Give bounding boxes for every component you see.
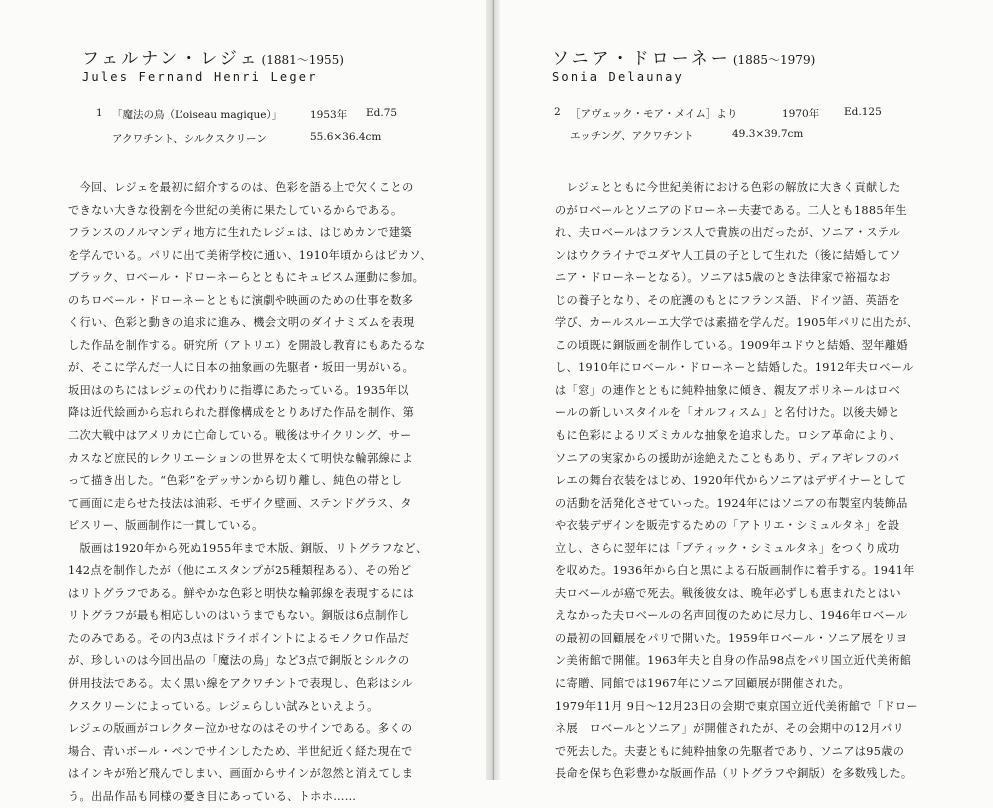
body-line: 142点を制作したが（他にエスタンプが25種類程ある）、その殆ど: [68, 564, 412, 578]
work-edition: Ed.75: [366, 107, 398, 119]
body-line: に寄贈、同館では1967年にソニア回顧展が開催された。: [555, 677, 851, 691]
left-page: [0, 0, 486, 803]
body-line: の活動を活発化させていった。1924年にはソニアの布製室内装飾品: [555, 496, 908, 510]
artist-name-roman: Jules Fernand Henri Leger: [82, 70, 318, 84]
body-line: を収めた。1936年から白と黒による石版画制作に着手する。1941年: [555, 564, 915, 578]
body-line: レエの舞台衣装をはじめ、1920年代からソニアはデザイナーとして: [555, 474, 907, 488]
body-line: ニア・ドローネーとなる）。ソニアは5歳のとき法律家で裕福なお: [555, 271, 891, 285]
body-line: えなかった夫ロベールの名声回復のために尽力し、1946年ロベール: [555, 609, 908, 623]
body-text: [555, 177, 918, 786]
body-line: もに色彩によるリズミカルな抽象を追求した。ロシア革命により、: [555, 429, 901, 443]
body-line: ールの新しいスタイルを「オルフィスム」と名付けた。以後夫婦と: [555, 406, 900, 420]
body-line: ン美術館で開催。1963年夫と自身の作品98点をパリ国立近代美術館: [555, 654, 912, 668]
body-line: 立し、さらに翌年には「ブティック・シミュルタネ」をつくり成功: [555, 541, 900, 555]
body-line: 版画は1920年から死ぬ1955年まで木版、銅版、リトグラフなど、: [68, 541, 428, 555]
body-line: クスクリーンによっている。レジェらしい試みといえよう。: [68, 699, 379, 713]
body-line: 坂田はのちにはレジェの代わりに指導にあたっている。1935年以: [68, 383, 409, 397]
body-line: 場合、青いボール・ペンでサインしたため、半世紀近く経た現在で: [68, 744, 413, 758]
body-line: が、珍しいのは今回出品の「魔法の鳥」など3点で銅版とシルクの: [68, 654, 410, 668]
artist-name-heading: [82, 44, 344, 69]
work-technique: アクワチント、シルクスクリーン: [112, 133, 267, 145]
body-line: し、1910年にロベール・ドローネーと結婚した。1912年夫ロベール: [555, 361, 914, 375]
body-line: 夫ロベールが癌で死去。戦後彼女は、晩年必ずしも恵まれたとはい: [555, 586, 901, 600]
work-title: 「魔法の鳥（L’oiseau magique）」: [112, 109, 283, 121]
work-edition: Ed.125: [844, 106, 882, 118]
body-line: のちロベール・ドローネーとともに演劇や映画のための仕事を数多: [68, 293, 414, 307]
body-line: ネ展 ロベールとソニア」が開催されたが、その会期中の12月パリ: [555, 722, 905, 736]
body-line: たのみである。その内3点はドライポイントによるモノクロ作品だ: [68, 631, 410, 645]
work-number: 2: [554, 106, 561, 118]
body-line: は「窓」の連作とともに純粋抽象に傾き、親友アポリネールはロベ: [555, 383, 901, 397]
body-line: の最初の回顧展をパリで開いた。1959年ロベール・ソニア展をリヨ: [555, 631, 908, 645]
body-line: じの養子となり、その庇護のもとにフランス語、ドイツ語、英語を: [555, 293, 901, 307]
body-line: って描き出した。“色彩”をデッサンから切り離し、純色の帯とし: [68, 474, 403, 488]
artist-years: (1881～1955): [261, 53, 344, 67]
work-size: 49.3×39.7cm: [732, 128, 804, 140]
artist-name-jp: フェルナン・レジェ: [82, 49, 260, 69]
body-line: て画面に走らせた技法は油彩、モザイク壁画、ステンドグラス、タ: [68, 496, 412, 510]
body-line: が、そこに学んだ一人に日本の抽象画の先駆者・坂田一男がいる。: [68, 361, 415, 375]
body-line: のがロベールとソニアのドローネー夫妻である。二人とも1885年生: [555, 203, 907, 217]
body-line: を学んでいる。パリに出て美術学校に通い、1910年頃からはピカソ、: [68, 248, 432, 262]
body-line: フランスのノルマンディ地方に生れたレジェは、はじめカンで建築: [68, 226, 412, 240]
body-line: う。出品作品も同様の憂き目にあっている、トホホ……: [68, 789, 357, 803]
body-line: 1979年11月 9日～12月23日の会期で東京国立近代美術館で「ドロー: [555, 699, 918, 713]
body-text: [68, 177, 432, 808]
body-line: れ、夫ロベールはフランス人で貴族の出だったが、ソニア・ステル: [555, 226, 901, 240]
work-year: 1970年: [782, 108, 820, 120]
body-line: この頃既に銅版画を制作している。1909年ユドウと結婚、翌年離婚: [555, 338, 908, 352]
work-technique: エッチング、アクワチント: [570, 130, 694, 142]
body-line: できない大きな役割を今世紀の美術に果たしているからである。: [68, 203, 403, 217]
body-line: レジェの版画がコレクター泣かせなのはそのサインである。多くの: [68, 722, 413, 736]
artist-years: (1885～1979): [732, 53, 816, 67]
body-line: はリトグラフである。鮮やかな色彩と明快な輪郭線を表現するには: [68, 586, 415, 600]
body-line: 併用技法である。太く黒い線をアクワチントで表現し、色彩はシル: [68, 677, 413, 691]
body-line: く行い、色彩と動きの追求に進み、機会文明のダイナミズムを表現: [68, 316, 415, 330]
body-line: や衣装デザインを販売するための「アトリエ・シミュルタネ」を設: [555, 519, 900, 533]
work-title: ［アヴェック・モア・メイム］より: [570, 108, 738, 120]
work-number: 1: [96, 107, 103, 119]
body-line: ンはウクライナでユダヤ人工員の子として生れた（後に結婚してソ: [555, 248, 901, 262]
body-line: で死去した。夫妻ともに純粋抽象の先駆者であり、ソニアは95歳の: [555, 744, 905, 758]
artist-name-jp: ソニア・ドローネー: [552, 49, 731, 69]
body-line: ブラック、ロベール・ドローネーらとともにキュビスム運動に参加。: [68, 271, 425, 285]
body-line: 今回、レジェを最初に紹介するのは、色彩を語る上で欠くことの: [68, 181, 414, 194]
body-line: リトグラフが最も相応しいのはいうまでもない。銅版は6点制作し: [68, 609, 410, 623]
book-gutter: [486, 0, 500, 780]
body-line: 二次大戦中はアメリカに亡命している。戦後はサイクリング、サー: [68, 429, 412, 443]
body-line: 長命を保ち色彩豊かな版画作品（リトグラフや銅版）を多数残した。: [555, 767, 913, 781]
body-line: カスなど庶民的レクリエーションの世界を太くて明快な輪郭線によ: [68, 451, 414, 465]
body-line: ソニアの実家からの援助が途絶えたこともあり、ディアギレフのバ: [555, 451, 900, 465]
body-line: レジェとともに今世紀美術における色彩の解放に大きく貢献した: [555, 181, 901, 194]
body-line: した作品を制作する。研究所（アトリエ）を開設し教育にもあたるな: [68, 338, 426, 352]
work-year: 1953年: [310, 109, 348, 121]
body-line: 降は近代絵画から忘れられた群像構成をとりあげた作品を制作、第: [68, 406, 415, 420]
body-line: ピスリー、版画制作に一貫している。: [68, 519, 264, 533]
right-page: [500, 0, 993, 780]
artist-name-roman: Sonia Delaunay: [552, 70, 684, 84]
body-line: 学び、カールスルーエ大学では素描を学んだ。1905年パリに出たが、: [555, 316, 919, 330]
body-line: はインキが殆ど飛んでしまい、画面からサインが忽然と消えてしま: [68, 767, 414, 781]
artist-name-heading: [552, 44, 815, 69]
work-size: 55.6×36.4cm: [310, 131, 382, 143]
